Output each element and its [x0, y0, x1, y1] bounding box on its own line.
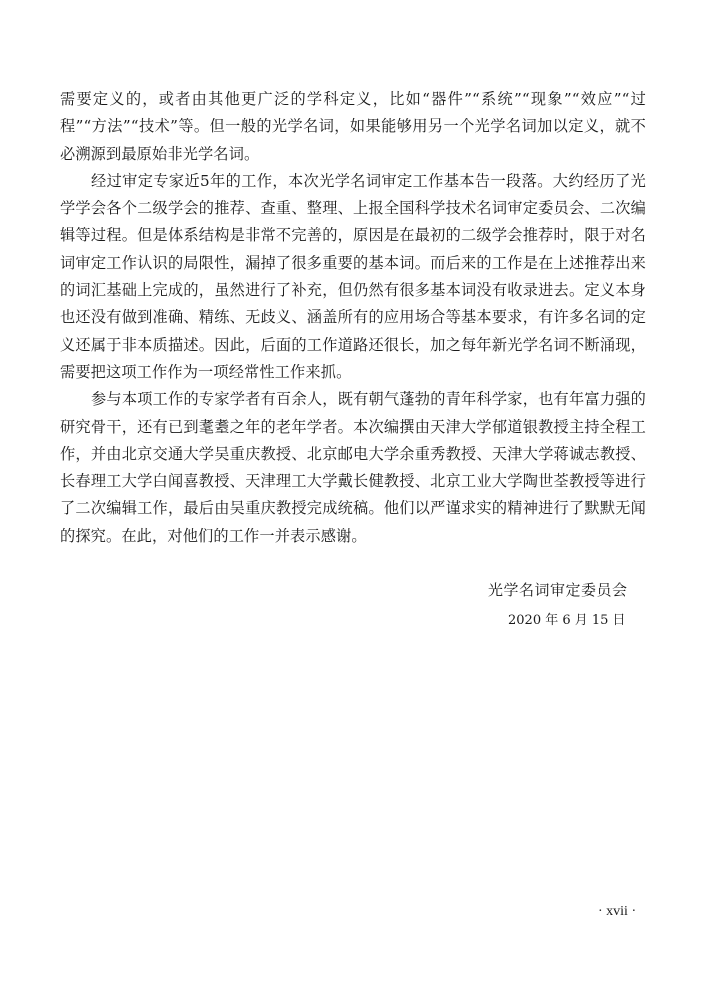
signature-date: 2020 年 6 月 15 日 — [508, 613, 626, 628]
paragraph-review-progress: 经过审定专家近5年的工作，本次光学名词审定工作基本告一段落。大约经历了光学学会各个二级学会的推荐、查重、整理、上报全国科学技术名词审定委员会、二次编辑等过程。但是体系结构是非常不完善的，原因是在最初的二级学会推荐时，限于对名词审定工作认识的局限性，漏掉了很多重要的基本词。而后来的工作是在上述推荐出来的词汇基础上完成的，虽然进行了补充，但仍然有很多基本词没有收录进去。定义本身也还没有做到准确、精练、无歧义、涵盖所有的应用场合等基本要求，有许多名词的定义还属于非本质描述。因此，后面的工作道路还很长，加之每年新光学名词不断涌现，需要把这项工作作为一项经常性工作来抓。 — [60, 171, 646, 381]
signature-committee: 光学名词审定委员会 — [488, 581, 628, 599]
page-number: · xvii · — [598, 904, 637, 919]
paragraph-continuation: 需要定义的，或者由其他更广泛的学科定义，比如“器件”“系统”“现象”“效应”“过程”“方法”“技术”等。但一般的光学名词，如果能够用另一个光学名词加以定义，就不必溯源到最原始非光学名词。 — [60, 90, 646, 163]
paragraph-acknowledgements: 参与本项工作的专家学者有百余人，既有朝气蓬勃的青年科学家，也有年富力强的研究骨干，还有已到耄耋之年的老年学者。本次编撰由天津大学郁道银教授主持全程工作，并由北京交通大学吴重庆教授、北京邮电大学余重秀教授、天津大学蒋诚志教授、长春理工大学白闻喜教授、天津理工大学戴长健教授、北京工业大学陶世荃教授等进行了二次编辑工作，最后由吴重庆教授完成统稿。他们以严谨求实的精神进行了默默无闻的探究。在此，对他们的工作一并表示感谢。 — [60, 390, 646, 545]
body-text — [60, 86, 646, 550]
